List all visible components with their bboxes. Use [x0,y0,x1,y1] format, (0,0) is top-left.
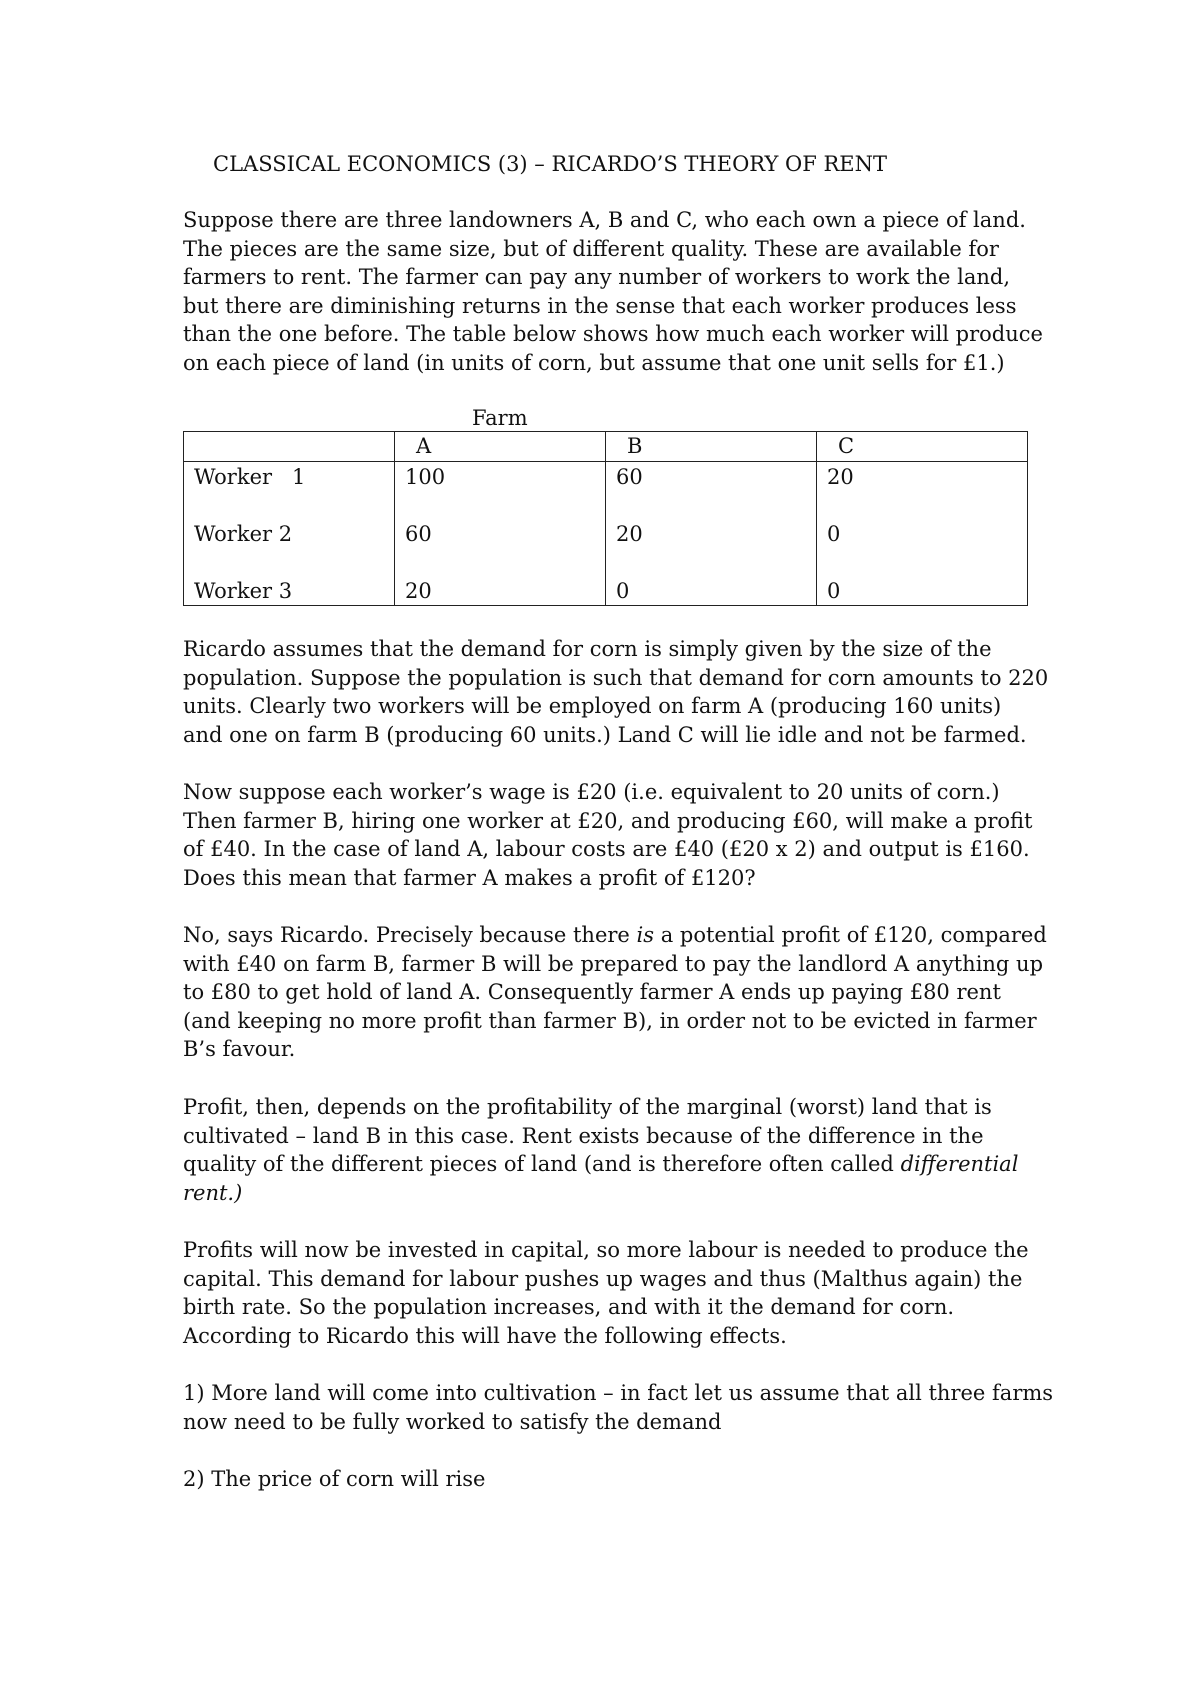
text-line: population. Suppose the population is such that demand for corn amounts to 220 [183,665,1049,690]
table-header-cell: B [606,432,817,462]
text-line: Now suppose each worker’s wage is £20 (i.e. equivalent to 20 units of corn.) [183,780,1000,804]
table-value: 0 [616,578,630,603]
table-value: 100 [405,464,446,489]
table-value: 20 [616,521,643,546]
farm-output-table [183,431,1028,606]
table-header-row [184,432,1028,462]
text-line: B’s favour. [183,1037,296,1061]
text-line: 2) The price of corn will rise [183,1467,486,1491]
intro-paragraph [183,206,1083,377]
text-line: now need to be fully worked to satisfy the demand [183,1409,722,1434]
text-line: The pieces are the same size, but of different quality. These are available for [183,236,999,261]
table-value: 20 [405,578,432,603]
table-value: 60 [616,464,643,489]
column-a-cell [395,461,606,605]
table-value: 60 [405,521,432,546]
effect-point-2 [183,1465,1083,1494]
text-line: with £40 on farm B, farmer B will be prepared to pay the landlord A anything up [183,951,1044,976]
document-title: CLASSICAL ECONOMICS (3) – RICARDO’S THEORY OF RENT [213,152,887,176]
text-line: cultivated – land B in this case. Rent exists because of the difference in the [183,1123,984,1148]
table-value: 20 [827,464,854,489]
table-header-empty [184,432,395,462]
text-line: units. Clearly two workers will be employed on farm A (producing 160 units) [183,694,1002,718]
text-line: birth rate. So the population increases, and with it the demand for corn. [183,1295,955,1319]
row-label: Worker 1 [194,464,306,489]
wage-paragraph [183,778,1083,892]
column-b-cell [606,461,817,605]
table-body-row [184,461,1028,605]
text-line: to £80 to get hold of land A. Consequently farmer A ends up paying £80 rent [183,980,1001,1004]
text-line: of £40. In the case of land A, labour costs are £40 (£20 x 2) and output is £160. [183,837,1030,861]
text-line: rent.) [183,1180,243,1205]
profit-paragraph [183,1093,1083,1207]
text-line: (and keeping no more profit than farmer B), in order not to be evicted in farmer [183,1008,1037,1033]
table-caption: Farm [472,406,528,430]
table-header-cell: A [395,432,606,462]
text-line: No, says Ricardo. Precisely because there is a potential profit of £120, compared [183,923,1047,947]
text-line: Profits will now be invested in capital, so more labour is needed to produce the [183,1238,1029,1262]
text-line: farmers to rent. The farmer can pay any number of workers to work the land, [183,265,1010,289]
text-line: on each piece of land (in units of corn, but assume that one unit sells for £1.) [183,350,1005,375]
table-value: 0 [827,578,841,603]
text-line: Does this mean that farmer A makes a profit of £120? [183,865,756,890]
capital-paragraph [183,1236,1083,1350]
text-line: Then farmer B, hiring one worker at £20, and producing £60, will make a profit [183,808,1033,833]
row-labels-cell [184,461,395,605]
text-line: but there are diminishing returns in the sense that each worker produces less [183,293,1017,318]
text-line: capital. This demand for labour pushes up wages and thus (Malthus again) the [183,1266,1023,1291]
row-label: Worker 2 [194,521,293,546]
text-line: Profit, then, depends on the profitability of the marginal (worst) land that is [183,1095,992,1119]
row-label: Worker 3 [194,578,293,603]
text-line: According to Ricardo this will have the following effects. [183,1323,787,1348]
text-line: Suppose there are three landowners A, B and C, who each own a piece of land. [183,208,1026,232]
demand-paragraph [183,635,1083,749]
rent-paragraph [183,921,1083,1064]
text-line: than the one before. The table below shows how much each worker will produce [183,322,1043,346]
column-c-cell [817,461,1028,605]
text-line: Ricardo assumes that the demand for corn is simply given by the size of the [183,637,992,661]
effect-point-1 [183,1379,1083,1436]
table-value: 0 [827,521,841,546]
text-line: 1) More land will come into cultivation – in fact let us assume that all three farms [183,1381,1054,1405]
table-header-cell: C [817,432,1028,462]
text-line: and one on farm B (producing 60 units.) Land C will lie idle and not be farmed. [183,722,1027,747]
text-line: quality of the different pieces of land (and is therefore often called differential [183,1152,1019,1176]
